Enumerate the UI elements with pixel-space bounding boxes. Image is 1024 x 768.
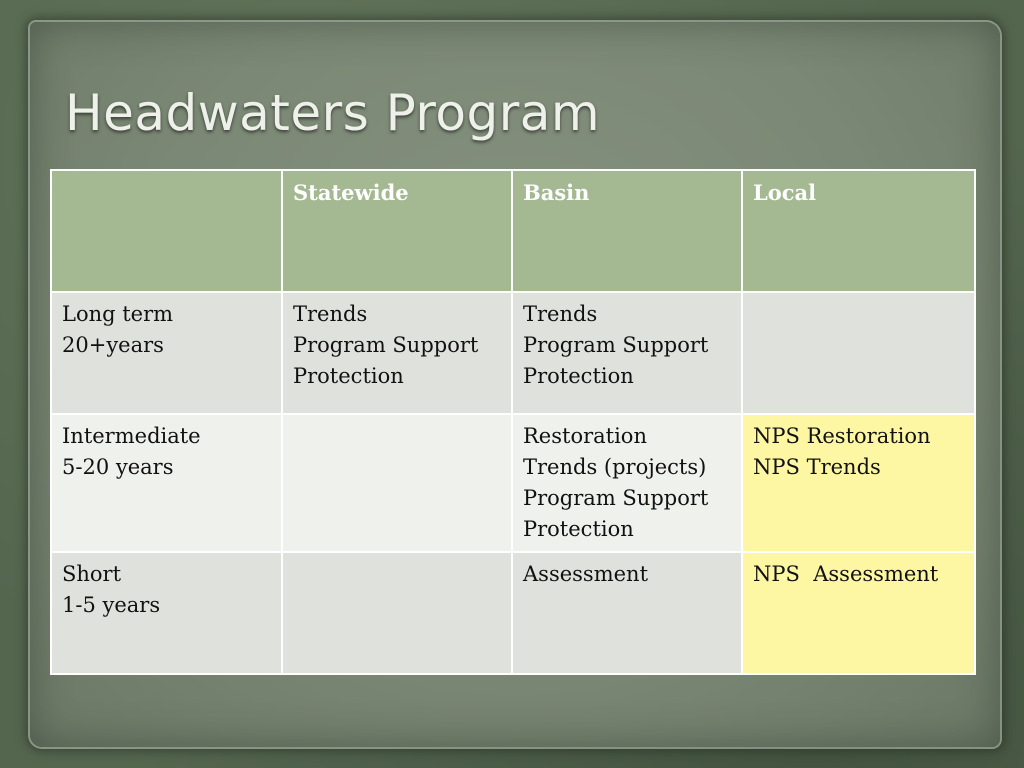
basin-cell xyxy=(512,292,742,414)
basin-cell xyxy=(512,414,742,552)
local-cell-highlighted xyxy=(742,414,975,552)
term-range: 20+years xyxy=(62,333,164,357)
header-cell-statewide: Statewide xyxy=(282,170,512,292)
term-range: 1-5 years xyxy=(62,593,161,617)
header-cell-local: Local xyxy=(742,170,975,292)
cell-line: Trends (projects) xyxy=(523,455,707,479)
cell-line: Protection xyxy=(293,364,404,388)
cell-line: NPS Trends xyxy=(753,455,881,479)
cell-line: Protection xyxy=(523,517,634,541)
cell-line: Program Support xyxy=(523,333,709,357)
statewide-cell xyxy=(282,552,512,674)
cell-line: Program Support xyxy=(293,333,479,357)
statewide-cell xyxy=(282,414,512,552)
term-cell xyxy=(51,292,282,414)
basin-cell xyxy=(512,552,742,674)
cell-line: Assessment xyxy=(523,562,649,586)
slide-title: Headwaters Program xyxy=(65,84,601,142)
program-table xyxy=(50,169,976,675)
cell-line: Restoration xyxy=(523,424,647,448)
header-cell-empty xyxy=(51,170,282,292)
cell-line: NPS Restoration xyxy=(753,424,931,448)
cell-line: NPS Assessment xyxy=(753,562,939,586)
local-cell xyxy=(742,292,975,414)
table-row-intermediate xyxy=(51,414,975,552)
table-row-short xyxy=(51,552,975,674)
cell-line: Protection xyxy=(523,364,634,388)
statewide-cell xyxy=(282,292,512,414)
header-cell-basin: Basin xyxy=(512,170,742,292)
term-range: 5-20 years xyxy=(62,455,174,479)
cell-line: Trends xyxy=(523,302,598,326)
term-label: Intermediate xyxy=(62,424,201,448)
local-cell-highlighted xyxy=(742,552,975,674)
term-cell xyxy=(51,414,282,552)
term-label: Short xyxy=(62,562,122,586)
cell-line: Program Support xyxy=(523,486,709,510)
table-row-long-term xyxy=(51,292,975,414)
cell-line: Trends xyxy=(293,302,368,326)
header-row xyxy=(51,170,975,292)
term-cell xyxy=(51,552,282,674)
term-label: Long term xyxy=(62,302,174,326)
